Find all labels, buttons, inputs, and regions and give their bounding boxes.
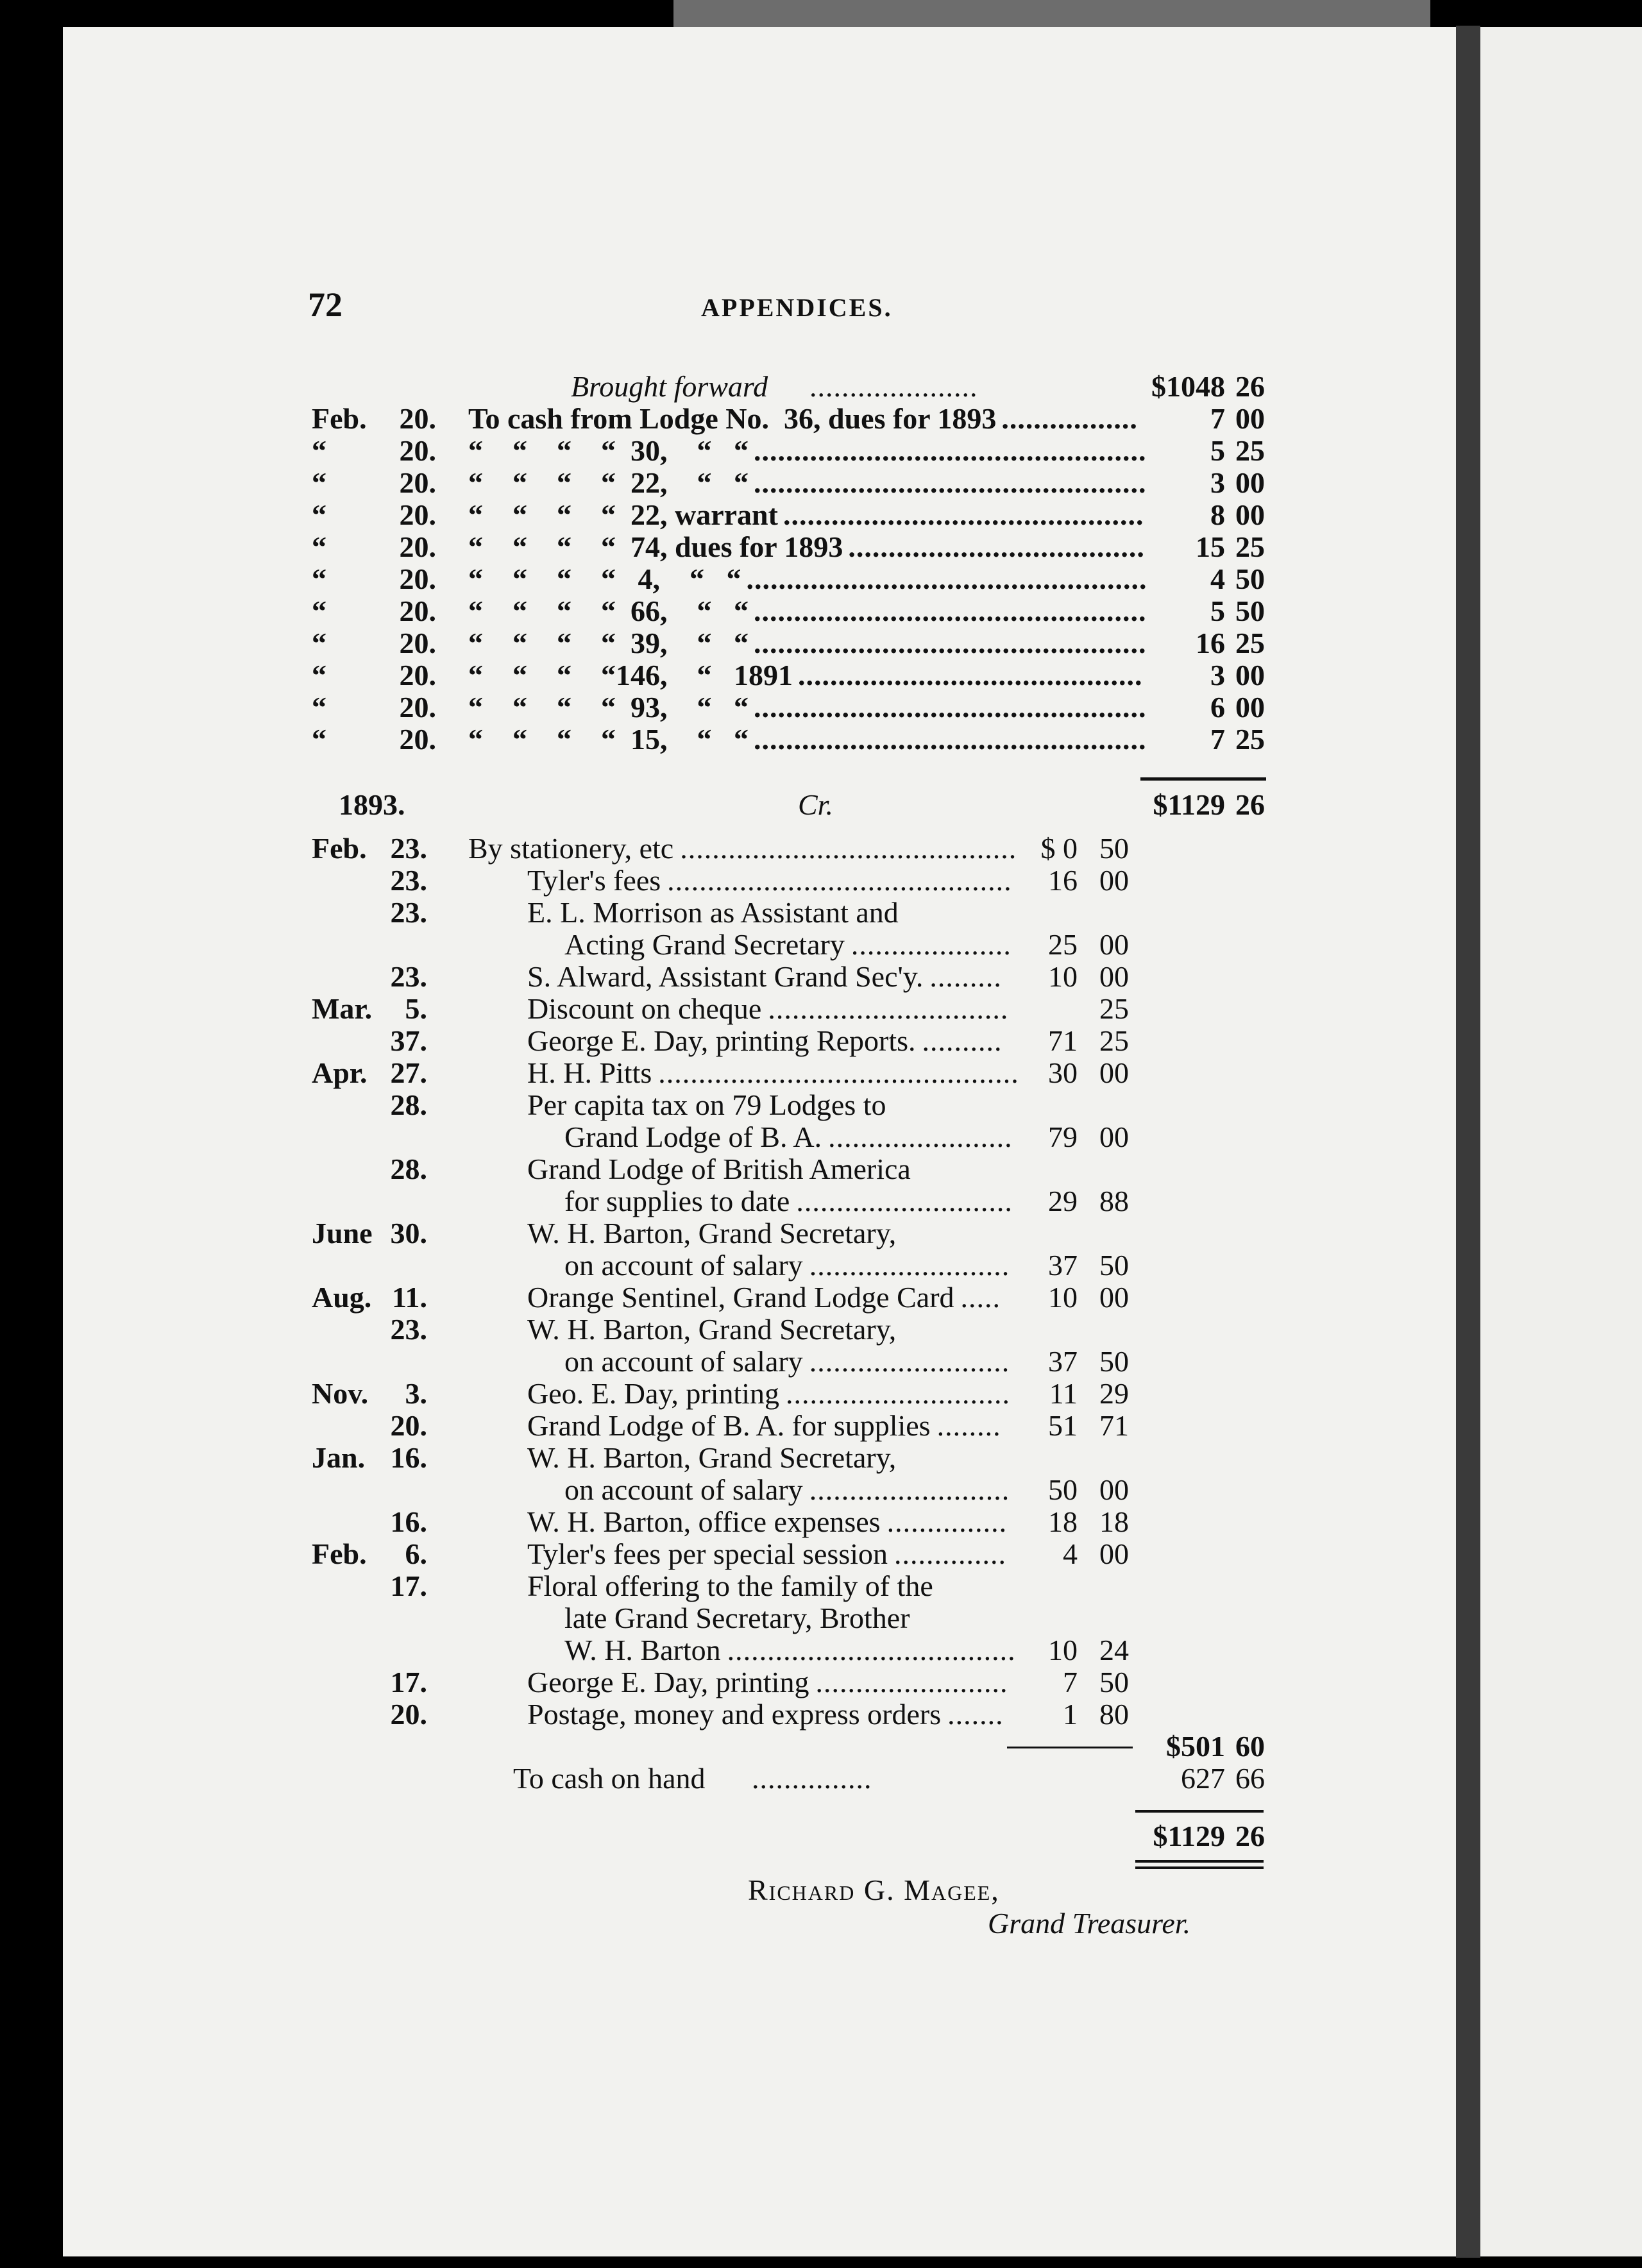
credit-description: George E. Day, printing Reports. [527, 1024, 916, 1057]
leader-dots: ..................... [809, 370, 978, 403]
receipt-dollars: 8 [1210, 498, 1225, 531]
credit-day: 6. [405, 1537, 427, 1570]
credit-description: E. L. Morrison as Assistant and [527, 896, 899, 929]
credit-month: Feb. [312, 832, 367, 865]
leader-dots: ......................... [809, 1473, 1010, 1506]
receipt-day: 20. [399, 659, 436, 691]
receipt-dollars: 5 [1210, 434, 1225, 467]
receipt-day: 20. [399, 434, 436, 467]
receipt-cents: 00 [1235, 659, 1265, 691]
credit-day: 28. [390, 1088, 427, 1121]
leader-dots: .......................................... [680, 832, 1017, 865]
receipt-day: 20. [399, 723, 436, 756]
credit-day: 23. [390, 832, 427, 865]
leader-dots: .............................. [768, 992, 1009, 1025]
receipt-cents: 25 [1235, 723, 1265, 756]
receipt-day: 20. [399, 498, 436, 531]
leader-dots: ............................ [786, 1377, 1011, 1410]
credit-description: George E. Day, printing [527, 1666, 809, 1698]
credit-dollars: 51 [1048, 1409, 1078, 1442]
receipt-cents: 00 [1235, 466, 1265, 499]
receipt-dollars: 15 [1196, 530, 1225, 563]
credit-month: Mar. [312, 992, 373, 1025]
receipt-dollars: 3 [1210, 466, 1225, 499]
leader-dots: ......................... [809, 1345, 1010, 1378]
receipt-month: “ [312, 530, 326, 563]
receipt-month: “ [312, 466, 326, 499]
credit-day: 27. [390, 1056, 427, 1089]
credit-dollars: 50 [1048, 1473, 1078, 1506]
credit-description: Orange Sentinel, Grand Lodge Card [527, 1281, 954, 1314]
leader-dots: ................................................. [754, 627, 1147, 659]
credit-dollars: 29 [1048, 1185, 1078, 1217]
credit-day: 28. [390, 1153, 427, 1185]
credit-cents: 50 [1099, 832, 1129, 865]
credit-dollars: 71 [1048, 1024, 1078, 1057]
credit-cents: 80 [1099, 1698, 1129, 1731]
credit-dollars: 18 [1048, 1505, 1078, 1538]
leader-dots: ............... [752, 1762, 872, 1795]
credit-dollars: 10 [1048, 960, 1078, 993]
leader-dots: ......................... [809, 1249, 1010, 1282]
credit-description: W. H. Barton, office expenses [527, 1505, 881, 1538]
credit-description: Tyler's fees [527, 864, 661, 897]
credit-description: W. H. Barton, Grand Secretary, [527, 1441, 897, 1474]
subtotal-cents: 60 [1235, 1730, 1265, 1763]
receipt-cents: 25 [1235, 530, 1265, 563]
receipt-day: 20. [399, 530, 436, 563]
receipt-dollars: 3 [1210, 659, 1225, 691]
credit-dollars: 10 [1048, 1281, 1078, 1314]
signature-name: Richard G. Magee, [748, 1874, 1000, 1906]
receipt-cents: 00 [1235, 691, 1265, 724]
total-rule [1140, 777, 1266, 781]
credit-cents: 50 [1099, 1666, 1129, 1698]
credit-month: Feb. [312, 1537, 367, 1570]
receipts-total-cents: 26 [1235, 788, 1265, 821]
leader-dots: ................................................. [754, 466, 1147, 499]
credit-day: 17. [390, 1666, 427, 1698]
receipt-month: “ [312, 434, 326, 467]
subtotal-rule [1007, 1747, 1133, 1748]
leader-dots: ......... [929, 960, 1002, 993]
receipt-description: “ “ “ “ 66, “ “ [468, 595, 749, 627]
credit-dollars: 30 [1048, 1056, 1078, 1089]
credit-day: 11. [392, 1281, 427, 1314]
receipt-cents: 25 [1235, 434, 1265, 467]
receipt-month: Feb. [312, 402, 367, 435]
credit-day: 16. [390, 1505, 427, 1538]
leader-dots: ................. [1001, 402, 1138, 435]
credit-dollars: 37 [1048, 1345, 1078, 1378]
credit-month: Apr. [312, 1056, 368, 1089]
receipt-cents: 00 [1235, 402, 1265, 435]
credit-dollars: 37 [1048, 1249, 1078, 1282]
credit-description: Discount on cheque [527, 992, 762, 1025]
credit-cents: 00 [1099, 1056, 1129, 1089]
receipt-month: “ [312, 723, 326, 756]
credit-cents: 18 [1099, 1505, 1129, 1538]
credit-day: 30. [390, 1217, 427, 1249]
credit-cents: 50 [1099, 1345, 1129, 1378]
cash-on-hand-dollars: 627 [1181, 1762, 1225, 1795]
receipt-description: “ “ “ “ 22, warrant [468, 498, 778, 531]
grand-total-dollars: $1129 [1153, 1820, 1225, 1852]
leader-dots: ................................................. [754, 691, 1147, 724]
grand-total-cents: 26 [1235, 1820, 1265, 1852]
credit-cents: 00 [1099, 1121, 1129, 1153]
brought-forward-label: Brought forward [571, 370, 768, 403]
receipt-dollars: 7 [1210, 402, 1225, 435]
credit-description: late Grand Secretary, Brother [564, 1602, 910, 1634]
credit-description: on account of salary [564, 1345, 803, 1378]
receipt-dollars: 6 [1210, 691, 1225, 724]
credit-description: Acting Grand Secretary [564, 928, 845, 961]
scan-edge [673, 0, 1430, 31]
leader-dots: ............... [886, 1505, 1008, 1538]
receipt-cents: 00 [1235, 498, 1265, 531]
cash-on-hand-label: To cash on hand [513, 1762, 706, 1795]
subtotal-dollars: $501 [1166, 1730, 1225, 1763]
credit-month: Jan. [312, 1441, 366, 1474]
leader-dots: .................................... [727, 1634, 1016, 1666]
receipt-day: 20. [399, 563, 436, 595]
credit-cents: 00 [1099, 1537, 1129, 1570]
receipt-cents: 50 [1235, 595, 1265, 627]
receipt-description: “ “ “ “146, “ 1891 [468, 659, 793, 691]
page-number: 72 [308, 285, 343, 324]
receipt-day: 20. [399, 691, 436, 724]
credit-cents: 24 [1099, 1634, 1129, 1666]
credit-description: on account of salary [564, 1249, 803, 1282]
credit-day: 23. [390, 896, 427, 929]
credit-dollars: 25 [1048, 928, 1078, 961]
credit-day: 20. [390, 1409, 427, 1442]
receipt-month: “ [312, 691, 326, 724]
credit-dollars: 79 [1048, 1121, 1078, 1153]
credit-month: June [312, 1217, 373, 1249]
credit-cents: 25 [1099, 1024, 1129, 1057]
receipt-description: To cash from Lodge No. 36, dues for 1893 [468, 402, 997, 435]
receipt-dollars: 7 [1210, 723, 1225, 756]
credit-month: Nov. [312, 1377, 369, 1410]
credit-cents: 00 [1099, 864, 1129, 897]
leader-dots: ..................................... [848, 530, 1145, 563]
credit-cents: 00 [1099, 1281, 1129, 1314]
credit-description: Per capita tax on 79 Lodges to [527, 1088, 886, 1121]
leader-dots: ........................................... [667, 864, 1012, 897]
leader-dots: ................................................. [754, 434, 1147, 467]
receipt-description: “ “ “ “ 22, “ “ [468, 466, 749, 499]
credit-day: 37. [390, 1024, 427, 1057]
receipt-cents: 25 [1235, 627, 1265, 659]
leader-dots: .................................................. [746, 563, 1147, 595]
credit-description: Grand Lodge of B. A. [564, 1121, 822, 1153]
credit-cents: 00 [1099, 928, 1129, 961]
leader-dots: ........................................... [798, 659, 1143, 691]
receipt-dollars: 5 [1210, 595, 1225, 627]
credit-dollars: 4 [1063, 1537, 1078, 1570]
leader-dots: ................................................. [754, 595, 1147, 627]
receipt-description: “ “ “ “ 4, “ “ [468, 563, 741, 595]
credit-cents: 50 [1099, 1249, 1129, 1282]
credit-description: for supplies to date [564, 1185, 790, 1217]
credit-day: 17. [390, 1570, 427, 1602]
cash-on-hand-cents: 66 [1235, 1762, 1265, 1795]
receipt-cents: 50 [1235, 563, 1265, 595]
receipt-day: 20. [399, 466, 436, 499]
credit-dollars: 10 [1048, 1634, 1078, 1666]
receipt-description: “ “ “ “ 39, “ “ [468, 627, 749, 659]
signature-title: Grand Treasurer. [988, 1907, 1191, 1940]
credit-year: 1893. [339, 788, 405, 821]
credit-description: Grand Lodge of British America [527, 1153, 911, 1185]
credit-dollars: 1 [1063, 1698, 1078, 1731]
credit-day: 5. [405, 992, 427, 1025]
credit-dollars: 7 [1063, 1666, 1078, 1698]
credit-day: 23. [390, 864, 427, 897]
credit-cents: 71 [1099, 1409, 1129, 1442]
book-spine [1456, 26, 1480, 2258]
leader-dots: ............................................. [658, 1056, 1019, 1089]
receipt-month: “ [312, 563, 326, 595]
running-title: APPENDICES. [701, 293, 893, 322]
credit-day: 16. [390, 1441, 427, 1474]
credit-dollars: 11 [1049, 1377, 1078, 1410]
receipt-description: “ “ “ “ 93, “ “ [468, 691, 749, 724]
receipt-dollars: 16 [1196, 627, 1225, 659]
credit-cents: 25 [1099, 992, 1129, 1025]
brought-forward-cents: 26 [1235, 370, 1265, 403]
receipts-total-dollars: $1129 [1153, 788, 1225, 821]
credit-description: Tyler's fees per special session [527, 1537, 888, 1570]
receipt-dollars: 4 [1210, 563, 1225, 595]
receipt-month: “ [312, 595, 326, 627]
credit-day: 23. [390, 960, 427, 993]
credit-cents: 88 [1099, 1185, 1129, 1217]
credit-description: W. H. Barton, Grand Secretary, [527, 1313, 897, 1346]
leader-dots: ............................................. [783, 498, 1144, 531]
leader-dots: ........................ [815, 1666, 1008, 1698]
receipt-description: “ “ “ “ 74, dues for 1893 [468, 530, 843, 563]
credit-description: on account of salary [564, 1473, 803, 1506]
leader-dots: ....... [947, 1698, 1004, 1731]
credit-description: Floral offering to the family of the [527, 1570, 933, 1602]
leader-dots: ........................... [796, 1185, 1013, 1217]
leader-dots: .................... [851, 928, 1011, 961]
credit-cents: 00 [1099, 1473, 1129, 1506]
grand-total-double-rule-2 [1135, 1866, 1264, 1869]
leader-dots: ................................................. [754, 723, 1147, 756]
receipt-day: 20. [399, 627, 436, 659]
receipt-day: 20. [399, 595, 436, 627]
receipt-day: 20. [399, 402, 436, 435]
credit-description: Grand Lodge of B. A. for supplies [527, 1409, 931, 1442]
credit-dollars: $ 0 [1040, 832, 1078, 865]
receipt-description: “ “ “ “ 15, “ “ [468, 723, 749, 756]
credit-description: By stationery, etc [468, 832, 674, 865]
credit-day: 3. [405, 1377, 427, 1410]
credit-day: 20. [390, 1698, 427, 1731]
credit-cents: 00 [1099, 960, 1129, 993]
leader-dots: .......... [922, 1024, 1003, 1057]
receipt-description: “ “ “ “ 30, “ “ [468, 434, 749, 467]
credit-dollars: 16 [1048, 864, 1078, 897]
credit-month: Aug. [312, 1281, 372, 1314]
receipt-month: “ [312, 498, 326, 531]
credit-description: S. Alward, Assistant Grand Sec'y. [527, 960, 924, 993]
leader-dots: ..... [960, 1281, 1001, 1314]
credit-description: Geo. E. Day, printing [527, 1377, 780, 1410]
brought-forward-amount: $1048 [1151, 370, 1225, 403]
credit-description: W. H. Barton, Grand Secretary, [527, 1217, 897, 1249]
grand-total-top-rule [1135, 1810, 1264, 1813]
credit-day: 23. [390, 1313, 427, 1346]
credit-description: W. H. Barton [564, 1634, 721, 1666]
credit-description: H. H. Pitts [527, 1056, 652, 1089]
leader-dots: ........ [936, 1409, 1001, 1442]
credit-cents: 29 [1099, 1377, 1129, 1410]
leader-dots: ....................... [828, 1121, 1013, 1153]
receipt-month: “ [312, 627, 326, 659]
facing-page [1480, 27, 1642, 2256]
receipt-month: “ [312, 659, 326, 691]
credit-description: Postage, money and express orders [527, 1698, 942, 1731]
leader-dots: .............. [894, 1537, 1006, 1570]
grand-total-double-rule-1 [1135, 1860, 1264, 1863]
credit-heading: Cr. [798, 788, 833, 821]
